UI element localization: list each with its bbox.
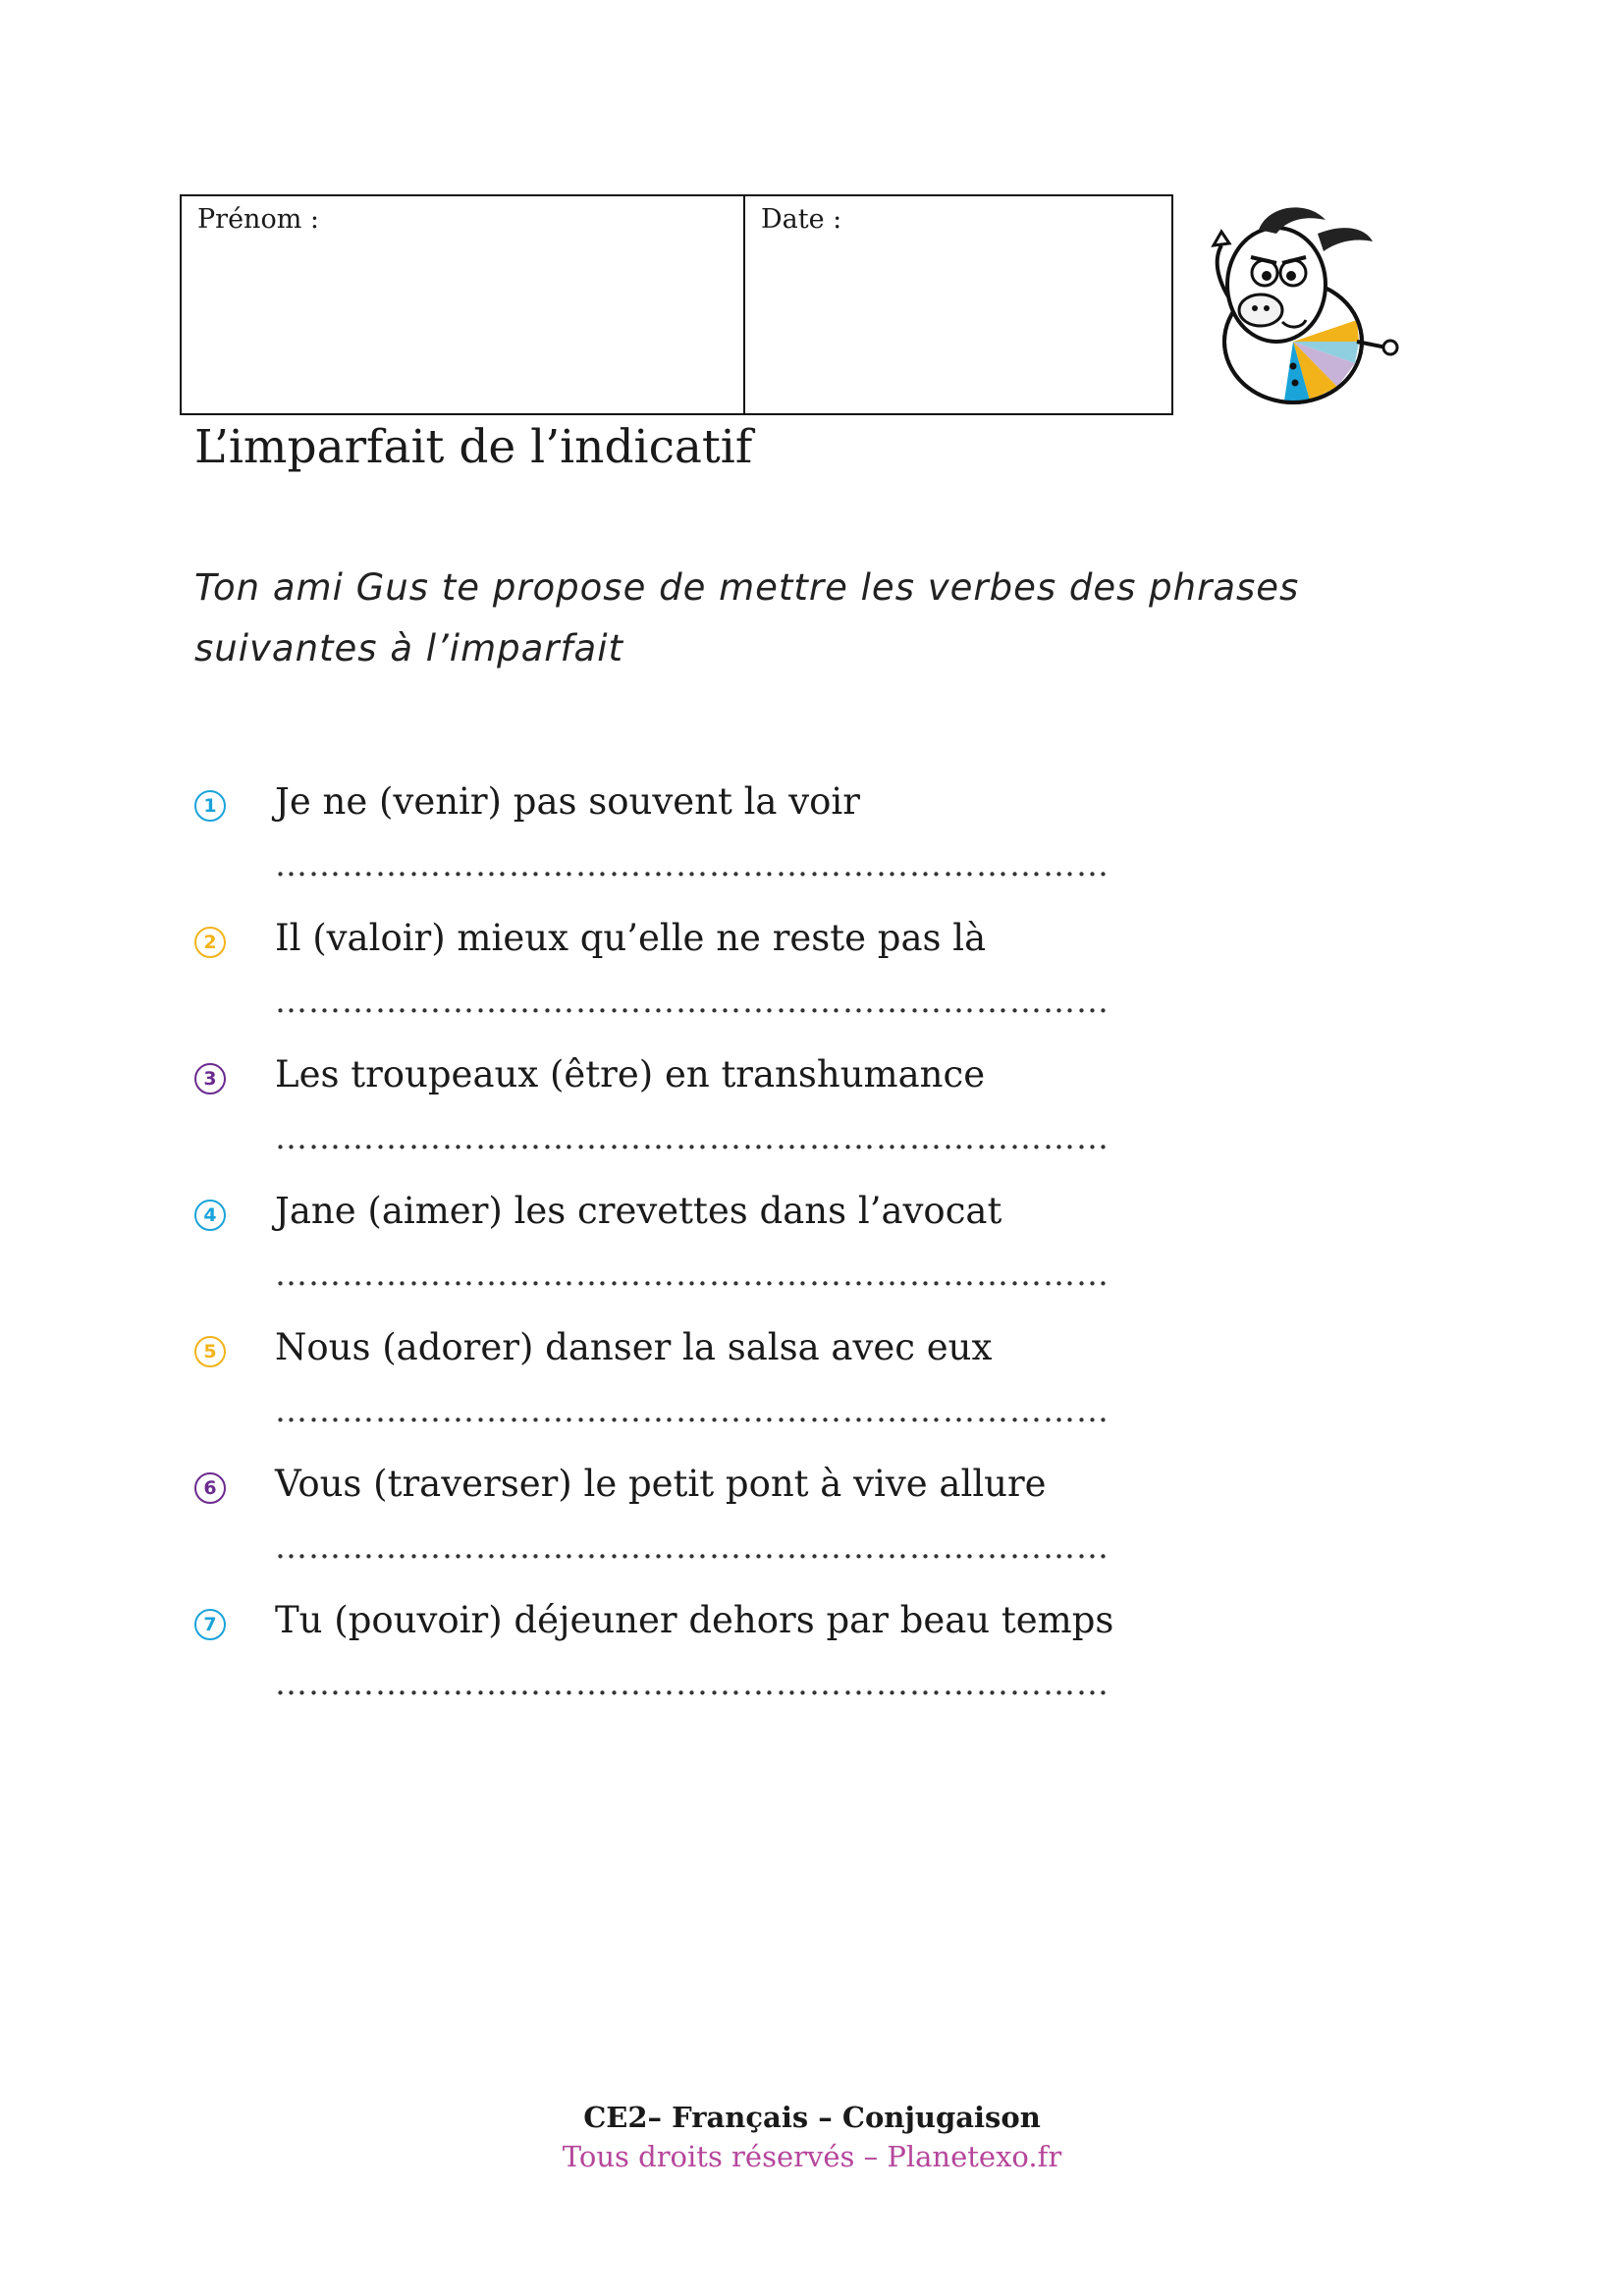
exercise-sentence: Nous (adorer) danser la salsa avec eux	[275, 1326, 993, 1368]
number-badge: 1	[194, 790, 226, 822]
number-badge: 6	[194, 1472, 226, 1504]
exercise-item	[194, 1326, 1274, 1463]
date-field[interactable]	[745, 196, 1171, 413]
number-badge: 4	[194, 1200, 226, 1231]
exercise-sentence: Je ne (venir) pas souvent la voir	[275, 780, 860, 823]
answer-line[interactable]: …………………………………………………………………	[275, 1664, 1110, 1702]
answer-line[interactable]: …………………………………………………………………	[275, 982, 1110, 1020]
name-label: Prénom :	[197, 204, 319, 235]
exercise-sentence: Vous (traverser) le petit pont à vive allure	[275, 1463, 1047, 1505]
name-field[interactable]	[182, 196, 745, 413]
exercise-item	[194, 1463, 1274, 1599]
footer-copyright: Tous droits réservés – Planetexo.fr	[562, 2140, 1062, 2173]
date-label: Date :	[761, 204, 842, 235]
exercise-item	[194, 1599, 1274, 1735]
footer-course: CE2– Français – Conjugaison	[583, 2101, 1041, 2134]
page-title: L’imparfait de l’indicatif	[194, 420, 753, 474]
number-badge: 7	[194, 1609, 226, 1640]
exercise-item	[194, 780, 1274, 917]
answer-line[interactable]: …………………………………………………………………	[275, 1118, 1110, 1156]
exercise-sentence: Tu (pouvoir) déjeuner dehors par beau temps	[275, 1599, 1114, 1641]
name-date-box	[180, 194, 1173, 415]
exercise-item	[194, 1053, 1274, 1190]
answer-line[interactable]: …………………………………………………………………	[275, 1391, 1110, 1429]
instruction-text: Ton ami Gus te propose de mettre les verbes des phrases suivantes à l’imparfait	[194, 566, 1300, 669]
sheep-mascot-icon	[1200, 194, 1416, 425]
exercise-list	[194, 780, 1274, 1735]
exercise-item	[194, 1190, 1274, 1326]
number-badge: 2	[194, 927, 226, 958]
answer-line[interactable]: …………………………………………………………………	[275, 1255, 1110, 1293]
answer-line[interactable]: …………………………………………………………………	[275, 845, 1110, 883]
exercise-sentence: Jane (aimer) les crevettes dans l’avocat	[275, 1190, 1002, 1232]
exercise-sentence: Les troupeaux (être) en transhumance	[275, 1053, 986, 1095]
exercise-item	[194, 917, 1274, 1053]
number-badge: 3	[194, 1063, 226, 1095]
answer-line[interactable]: …………………………………………………………………	[275, 1527, 1110, 1566]
exercise-sentence: Il (valoir) mieux qu’elle ne reste pas là	[275, 917, 987, 959]
number-badge: 5	[194, 1336, 226, 1367]
